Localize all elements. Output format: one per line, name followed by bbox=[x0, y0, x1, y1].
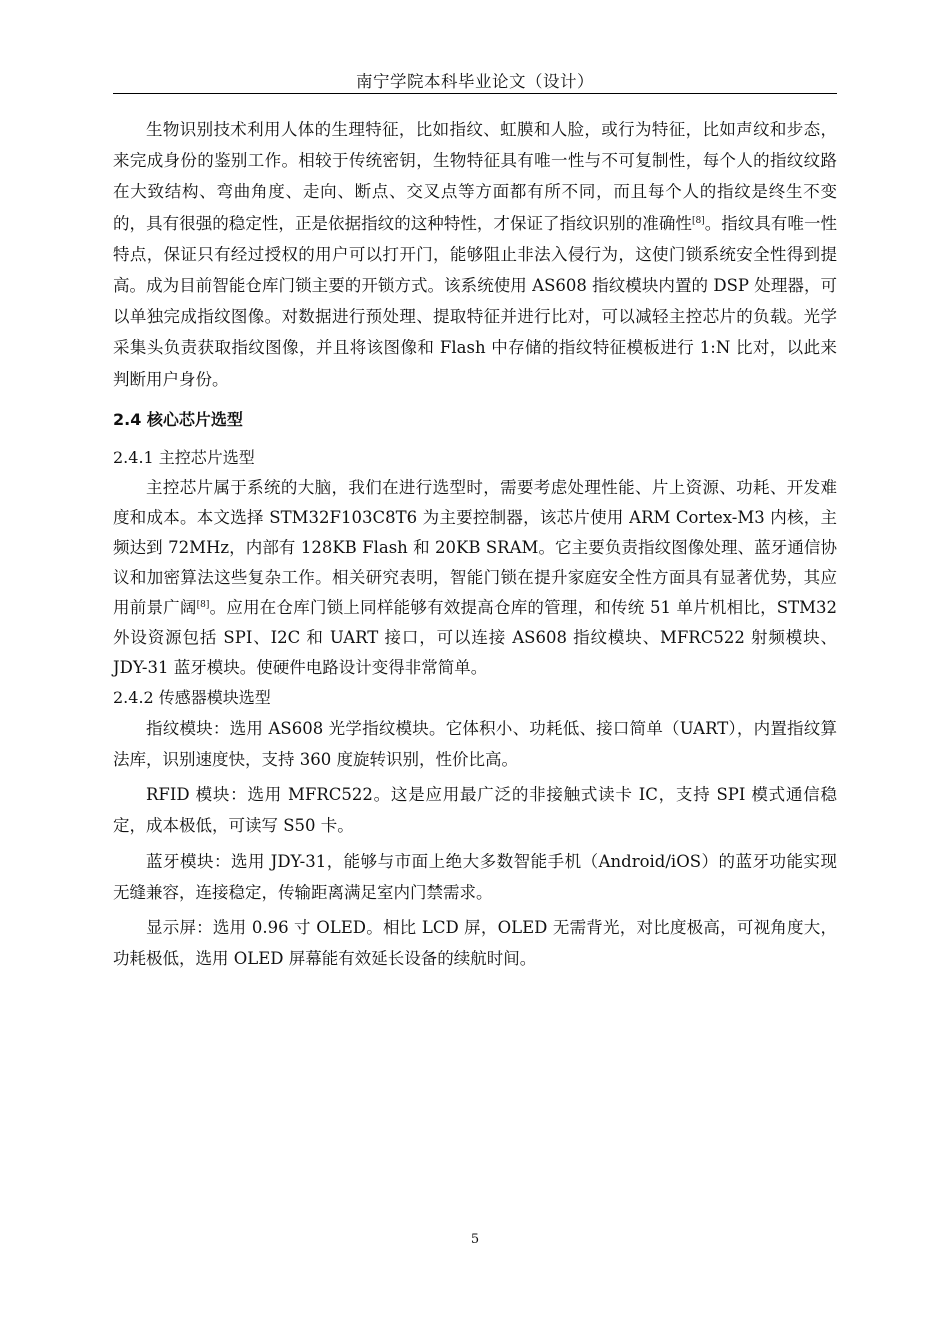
page-body bbox=[113, 114, 837, 974]
paragraph-text: 。指纹具有唯一性特点，保证只有经过授权的用户可以打开门，能够阻止非法入侵行为，这使门锁系统安全性得到提高。成为目前智能仓库门锁主要的开锁方式。该系统使用 AS608 指纹模块内置的 DSP 处理器，可以单独完成指纹图像。对数据进行预处理、提取特征并进行比对，可以减轻主控芯片的负载。光学采集头负责获取指纹图像，并且将该图像和 Flash 中存储的指纹特征模板进行 1:N 比对，以此来判断用户身份。 bbox=[113, 213, 838, 389]
paragraph-text: 主控芯片属于系统的大脑，我们在进行选型时，需要考虑处理性能、片上资源、功耗、开发难度和成本。本文选择 STM32F103C8T6 为主要控制器，该芯片使用 ARM Cortex-M3 内核，主频达到 72MHz，内部有 128KB Flash 和 20KB SRAM。它主要负责指纹图像处理、蓝牙通信协议和加密算法这些复杂工作。相关研究表明，智能门锁在提升家庭安全性方面具有显著优势，其应用前景广阔 bbox=[113, 477, 837, 617]
header-rule bbox=[113, 93, 837, 94]
citation: [8] bbox=[691, 215, 705, 226]
paragraph-text: 。应用在仓库门锁上同样能够有效提高仓库的管理，和传统 51 单片机相比，STM32 外设资源包括 SPI、I2C 和 UART 接口，可以连接 AS608 指纹模块、MFRC522 射频模块、JDY-31 蓝牙模块。使硬件电路设计变得非常简单。 bbox=[113, 597, 838, 677]
paragraph-display: 显示屏：选用 0.96 寸 OLED。相比 LCD 屏，OLED 无需背光，对比度极高，可视角度大，功耗极低，选用 OLED 屏幕能有效延长设备的续航时间。 bbox=[113, 918, 837, 969]
subsection-heading-main-chip: 2.4.1 主控芯片选型 bbox=[113, 447, 255, 467]
page-number: 5 bbox=[470, 1232, 480, 1247]
citation: [8] bbox=[196, 599, 210, 610]
paragraph-main-chip bbox=[113, 473, 837, 683]
paragraph-rfid-module: RFID 模块：选用 MFRC522。这是应用最广泛的非接触式读卡 IC，支持 SPI 模式通信稳定，成本极低，可读写 S50 卡。 bbox=[113, 785, 837, 836]
paragraph-text: 生物识别技术利用人体的生理特征，比如指纹、虹膜和人脸，或行为特征，比如声纹和步态，来完成身份的鉴别工作。相较于传统密钥，生物特征具有唯一性与不可复制性，每个人的指纹纹路在大致结构、弯曲角度、走向、断点、交叉点等方面都有所不同，而且每个人的指纹是终生不变的，具有很强的稳定性，正是依据指纹的这种特性，才保证了指纹识别的准确性 bbox=[113, 120, 837, 233]
running-header: 南宁学院本科毕业论文（设计） bbox=[356, 72, 594, 91]
paragraph-bluetooth-module: 蓝牙模块：选用 JDY-31，能够与市面上绝大多数智能手机（Android/iOS）的蓝牙功能实现无缝兼容，连接稳定，传输距离满足室内门禁需求。 bbox=[113, 851, 837, 902]
subsection-heading-sensors: 2.4.2 传感器模块选型 bbox=[113, 687, 271, 707]
paragraph-biometrics bbox=[113, 114, 837, 395]
section-heading: 2.4 核心芯片选型 bbox=[113, 409, 243, 429]
paragraph-fingerprint-module: 指纹模块：选用 AS608 光学指纹模块。它体积小、功耗低、接口简单（UART），内置指纹算法库，识别速度快，支持 360 度旋转识别，性价比高。 bbox=[113, 718, 837, 770]
